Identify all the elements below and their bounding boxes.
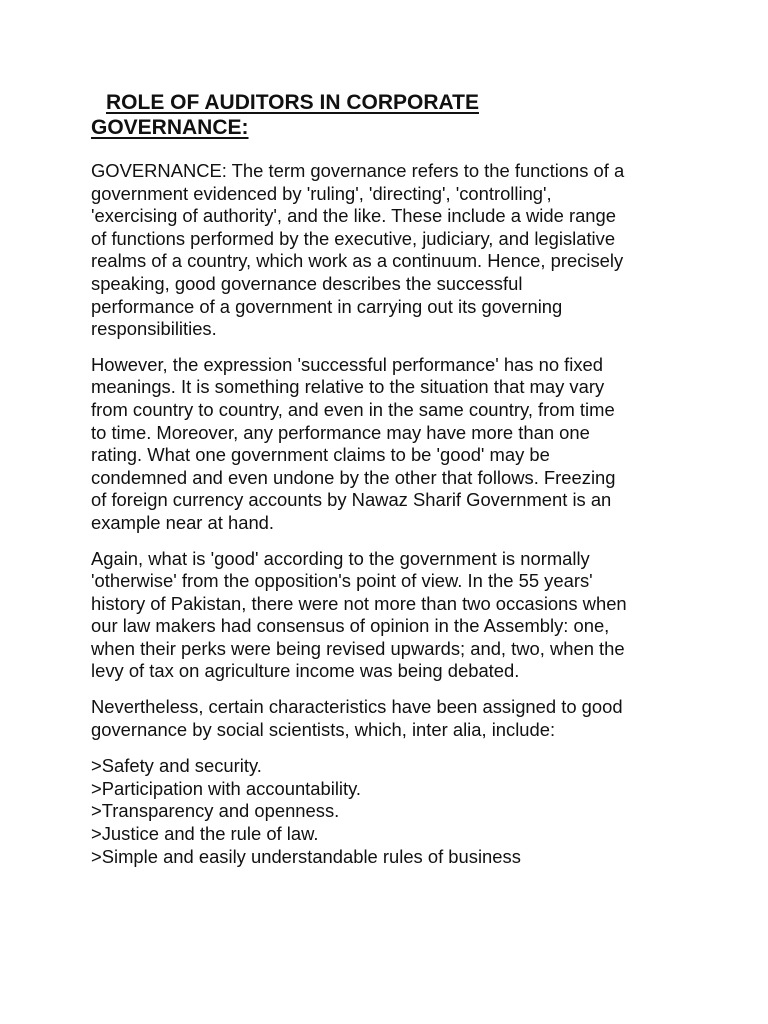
title-line-2: GOVERNANCE: [91,116,249,139]
text-line: condemned and even undone by the other that follows. Freezing [91,466,616,488]
text-line: 'otherwise' from the opposition's point of view. In the 55 years' [91,570,593,592]
list-item: >Transparency and openness. [91,800,340,822]
title-line-1: ROLE OF AUDITORS IN CORPORATE [106,91,479,114]
list-item: >Simple and easily understandable rules of business [91,845,521,867]
paragraph-characteristics-intro [91,696,691,741]
list-item: >Safety and security. [91,755,262,777]
text-line: history of Pakistan, there were not more than two occasions when [91,592,627,614]
text-line: performance of a government in carrying out its governing [91,295,563,317]
paragraph-successful-performance [91,354,691,535]
text-line: responsibilities. [91,318,217,340]
text-line: governance by social scientists, which, inter alia, include: [91,718,556,740]
text-line: when their perks were being revised upwards; and, two, when the [91,637,625,659]
text-line: of foreign currency accounts by Nawaz Sharif Government is an [91,489,612,511]
document-title [91,90,691,140]
document-page [91,90,691,868]
text-line: However, the expression 'successful performance' has no fixed [91,353,604,375]
list-item: >Justice and the rule of law. [91,823,319,845]
text-line: Nevertheless, certain characteristics have been assigned to good [91,696,623,718]
text-line: our law makers had consensus of opinion in the Assembly: one, [91,615,610,637]
text-line: meanings. It is something relative to the situation that may vary [91,376,605,398]
text-line: Again, what is 'good' according to the government is normally [91,547,590,569]
text-line: of functions performed by the executive, judiciary, and legislative [91,227,616,249]
text-line: levy of tax on agriculture income was being debated. [91,660,520,682]
characteristics-list [91,755,691,868]
text-line: 'exercising of authority', and the like. These include a wide range [91,205,616,227]
text-line: GOVERNANCE: The term governance refers to the functions of a [91,160,625,181]
paragraph-opposition-view [91,548,691,684]
text-line: rating. What one government claims to be 'good' may be [91,444,550,466]
text-line: realms of a country, which work as a continuum. Hence, precisely [91,250,624,272]
list-item: >Participation with accountability. [91,777,362,799]
text-line: to time. Moreover, any performance may have more than one [91,421,590,443]
text-line: government evidenced by 'ruling', 'directing', 'controlling', [91,182,552,204]
text-line: example near at hand. [91,511,275,533]
paragraph-governance-definition [91,160,691,341]
text-line: speaking, good governance describes the successful [91,272,523,294]
text-line: from country to country, and even in the same country, from time [91,398,615,420]
